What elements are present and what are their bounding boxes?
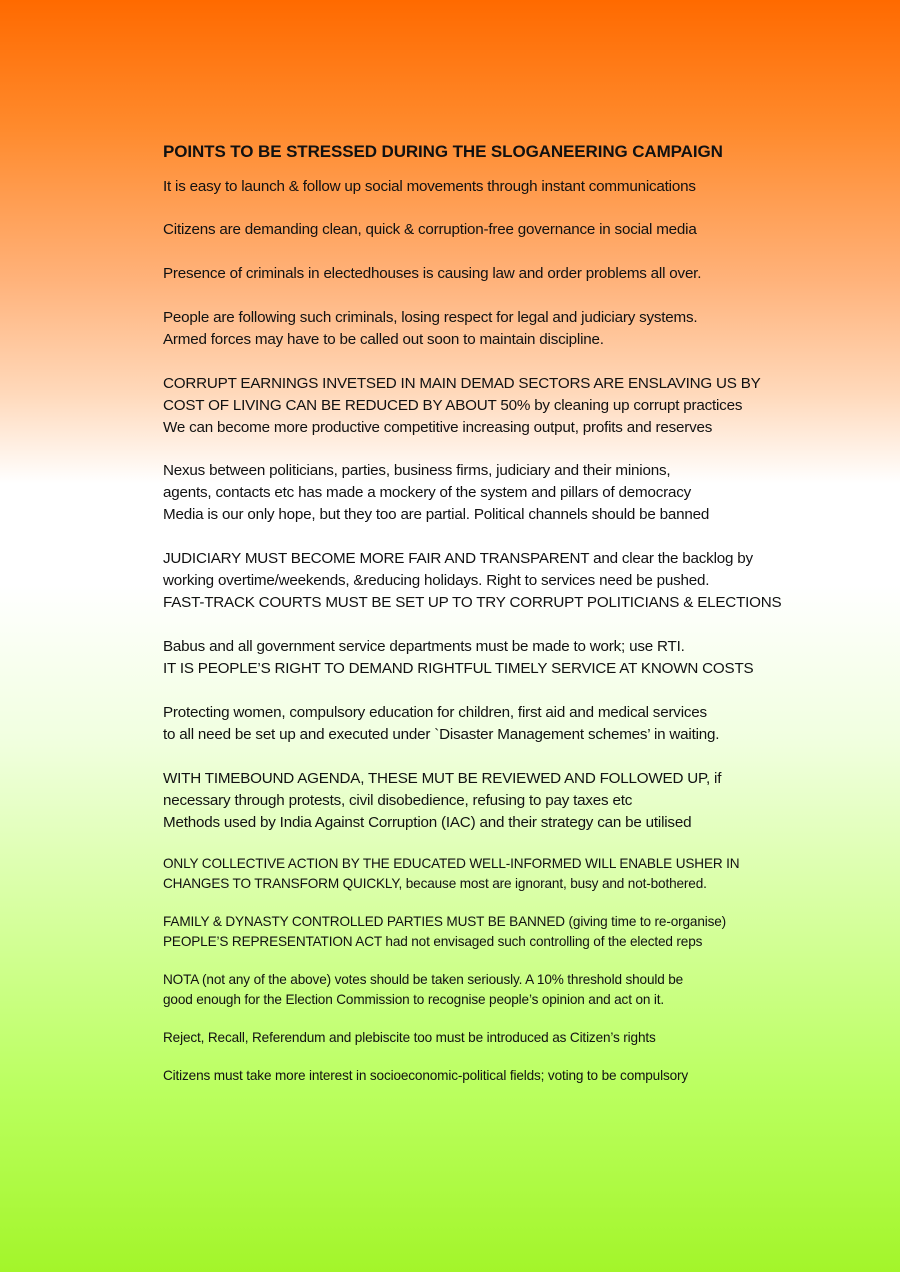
paragraph-line: CORRUPT EARNINGS INVETSED IN MAIN DEMAD SECTORS ARE ENSLAVING US BY — [163, 375, 761, 392]
paragraph-nexus — [163, 460, 863, 526]
paragraph-line: FAMILY & DYNASTY CONTROLLED PARTIES MUST BE BANNED (giving time to re-organise) — [163, 914, 727, 929]
paragraph-line: Methods used by India Against Corruption (IAC) and their strategy can be utilised — [163, 814, 692, 831]
paragraph-citizens-interest — [163, 1066, 863, 1086]
paragraph-line: to all need be set up and executed under `Disaster Management schemes’ in waiting. — [163, 726, 720, 743]
paragraph-line: We can become more productive competitive increasing output, profits and reserves — [163, 419, 713, 436]
paragraph-line: People are following such criminals, losing respect for legal and judiciary systems. — [163, 309, 698, 326]
paragraph-protecting-women — [163, 702, 863, 746]
paragraph-line: good enough for the Election Commission to recognise people’s opinion and act on it. — [163, 992, 665, 1007]
paragraph-nota — [163, 970, 863, 1010]
document-title: POINTS TO BE STRESSED DURING THE SLOGANEERING CAMPAIGN — [163, 142, 723, 161]
paragraph-line: Media is our only hope, but they too are partial. Political channels should be banned — [163, 506, 710, 523]
paragraph-line: PEOPLE’S REPRESENTATION ACT had not envisaged such controlling of the elected reps — [163, 934, 703, 949]
paragraph-line: FAST-TRACK COURTS MUST BE SET UP TO TRY CORRUPT POLITICIANS & ELECTIONS — [163, 594, 782, 611]
paragraph-criminals-elected-houses — [163, 263, 863, 285]
paragraph-judiciary — [163, 548, 863, 614]
paragraph-line: Citizens must take more interest in socioeconomic-political fields; voting to be compulsory — [163, 1068, 689, 1083]
paragraph-instant-communications — [163, 176, 863, 198]
paragraph-line: Citizens are demanding clean, quick & corruption-free governance in social media — [163, 221, 697, 238]
paragraph-line: ONLY COLLECTIVE ACTION BY THE EDUCATED WELL-INFORMED WILL ENABLE USHER IN — [163, 856, 740, 871]
paragraph-line: Presence of criminals in electedhouses is causing law and order problems all over. — [163, 265, 702, 282]
paragraph-clean-governance — [163, 219, 863, 241]
paragraph-corrupt-earnings — [163, 373, 863, 439]
paragraph-line: necessary through protests, civil disobedience, refusing to pay taxes etc — [163, 792, 633, 809]
paragraph-line: Babus and all government service departments must be made to work; use RTI. — [163, 638, 685, 655]
paragraph-line: JUDICIARY MUST BECOME MORE FAIR AND TRANSPARENT and clear the backlog by — [163, 550, 753, 567]
paragraph-line: IT IS PEOPLE’S RIGHT TO DEMAND RIGHTFUL TIMELY SERVICE AT KNOWN COSTS — [163, 660, 754, 677]
paragraph-timebound-agenda — [163, 768, 863, 834]
paragraph-line: Protecting women, compulsory education for children, first aid and medical services — [163, 704, 707, 721]
paragraph-line: working overtime/weekends, &reducing holidays. Right to services need be pushed. — [163, 572, 710, 589]
paragraph-collective-action — [163, 854, 863, 894]
paragraph-following-criminals — [163, 307, 863, 351]
paragraph-line: NOTA (not any of the above) votes should be taken seriously. A 10% threshold should be — [163, 972, 684, 987]
paragraph-line: agents, contacts etc has made a mockery of the system and pillars of democracy — [163, 484, 692, 501]
paragraph-line: COST OF LIVING CAN BE REDUCED BY ABOUT 50% by cleaning up corrupt practices — [163, 397, 743, 414]
paragraph-reject-recall — [163, 1028, 863, 1048]
paragraph-line: Reject, Recall, Referendum and plebiscite too must be introduced as Citizen’s rights — [163, 1030, 656, 1045]
paragraph-dynasty-parties — [163, 912, 863, 952]
paragraph-line: Armed forces may have to be called out soon to maintain discipline. — [163, 331, 604, 348]
paragraph-line: It is easy to launch & follow up social movements through instant communications — [163, 178, 696, 195]
paragraph-line: WITH TIMEBOUND AGENDA, THESE MUT BE REVIEWED AND FOLLOWED UP, if — [163, 770, 722, 787]
paragraph-line: Nexus between politicians, parties, business firms, judiciary and their minions, — [163, 462, 671, 479]
document-page — [163, 140, 863, 1086]
paragraph-babus — [163, 636, 863, 680]
paragraph-line: CHANGES TO TRANSFORM QUICKLY, because most are ignorant, busy and not-bothered. — [163, 876, 707, 891]
